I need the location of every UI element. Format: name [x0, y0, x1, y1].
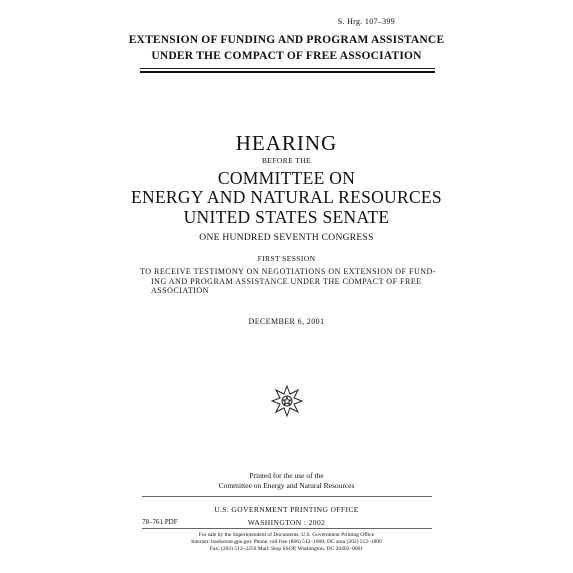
hearing-heading: HEARING — [235, 131, 338, 155]
star-seal-icon — [270, 384, 304, 418]
title-rule-top — [140, 68, 435, 69]
footer-rule-1 — [0, 496, 573, 497]
purpose-line-3: ASSOCIATION — [151, 286, 209, 295]
hearing-date: DECEMBER 6, 2001 — [248, 317, 325, 326]
congress: ONE HUNDRED SEVENTH CONGRESS — [199, 233, 374, 243]
document-id: 78–761 PDF — [142, 518, 178, 526]
purpose-line-1: TO RECEIVE TESTIMONY ON NEGOTIATIONS ON EXTENSION OF FUND- — [140, 267, 436, 276]
title-line-2: UNDER THE COMPACT OF FREE ASSOCIATION — [151, 50, 422, 62]
purpose-line-2: ING AND PROGRAM ASSISTANCE UNDER THE COMPACT OF FREE — [151, 276, 422, 286]
title-rule-bottom — [140, 71, 435, 73]
printed-line-2: Committee on Energy and Natural Resources — [218, 481, 355, 490]
hearing-number: S. Hrg. 107–399 — [337, 17, 395, 26]
committee-name: ENERGY AND NATURAL RESOURCES — [131, 187, 442, 207]
sale-line-3: Fax: (202) 512–2250 Mail: Stop SSOP, Washington, DC 20402–0001 — [209, 546, 364, 552]
senate: UNITED STATES SENATE — [183, 207, 390, 227]
committee-on: COMMITTEE ON — [217, 168, 356, 188]
purpose — [140, 267, 450, 296]
title-line-1: EXTENSION OF FUNDING AND PROGRAM ASSISTANCE — [128, 34, 445, 46]
washington: WASHINGTON : 2002 — [247, 518, 326, 527]
printed-line-1: Printed for the use of the — [249, 471, 324, 480]
sale-line-1: For sale by the Superintendent of Documents, U.S. Government Printing Office — [198, 532, 375, 538]
before-the: BEFORE THE — [261, 156, 312, 165]
printing-office: U.S. GOVERNMENT PRINTING OFFICE — [214, 505, 359, 514]
footer-rule-2 — [142, 528, 432, 529]
session: FIRST SESSION — [257, 254, 316, 263]
sale-line-2: Internet: bookstore.gpo.gov Phone: toll free (866) 512–1800; DC area (202) 512–1800 — [191, 539, 382, 545]
